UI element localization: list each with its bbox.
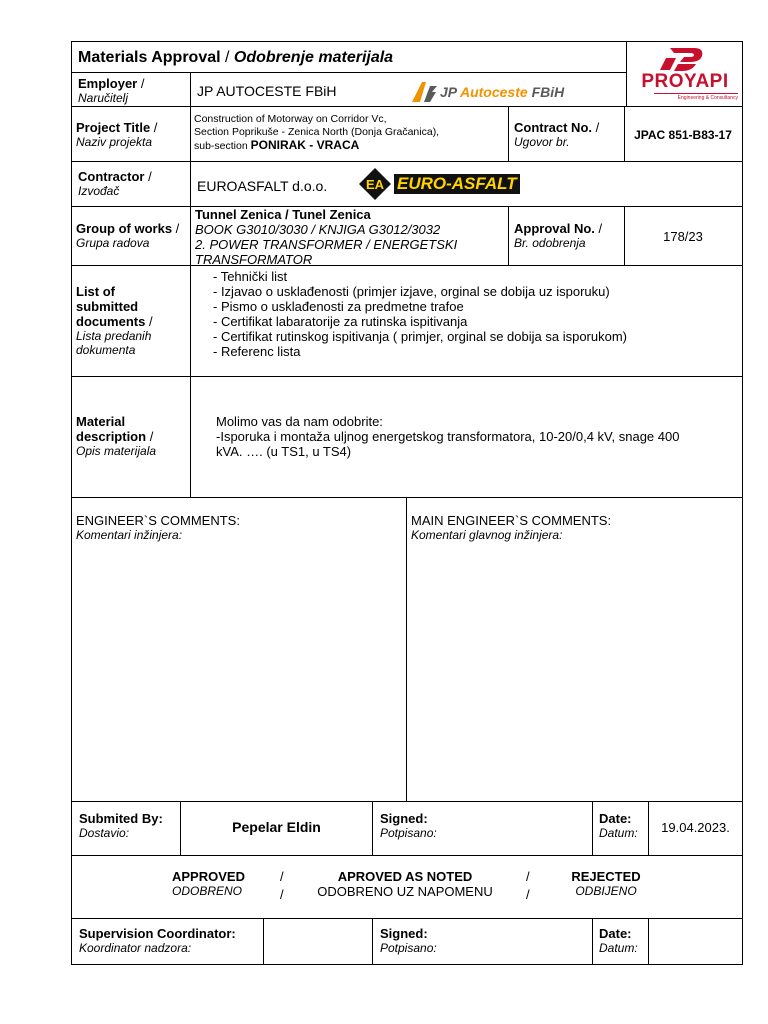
document-item: - Tehnički list	[213, 269, 288, 284]
proyapi-name: PROYAPI	[641, 71, 729, 92]
submitted-signed-en: Signed:	[380, 811, 428, 826]
documents-label-l1: List of	[76, 284, 115, 299]
approval-label	[514, 221, 602, 250]
status-approved-as-noted[interactable]	[305, 869, 505, 899]
group-value	[195, 207, 507, 267]
employer-label	[78, 76, 144, 105]
group-line-4: TRANSFORMATOR	[195, 252, 313, 267]
engineer-comments-area[interactable]	[72, 545, 406, 800]
autoceste-logo-text: JP Autoceste FBiH	[440, 84, 565, 100]
contract-label-local: Ugovor br.	[514, 135, 570, 149]
project-line-1: Construction of Motorway on Corridor Vc,	[194, 113, 387, 125]
submitted-date-en: Date:	[599, 811, 632, 826]
supervision-date-label	[599, 926, 638, 955]
status-slash-3: /	[526, 869, 530, 884]
document-item: - Pismo o usklađenosti za predmetne trafoe	[213, 299, 464, 314]
contract-value: JPAC 851-B83-17	[634, 128, 732, 142]
status-slash-1: /	[280, 869, 284, 884]
document-item: - Izjavao o usklađenosti (primjer izjave, orginal se dobija uz isporuku)	[213, 284, 610, 299]
project-line-3-prefix: sub-section	[194, 140, 251, 152]
documents-label	[76, 284, 153, 357]
supervision-name-field[interactable]	[264, 919, 372, 964]
contractor-label-en: Contractor	[78, 169, 145, 184]
submitted-label-local: Dostavio:	[79, 826, 130, 840]
supervision-date-field[interactable]	[649, 919, 742, 964]
status-approved[interactable]	[172, 869, 245, 898]
main-engineer-comments-local: Komentari glavnog inžinjera:	[411, 528, 563, 542]
contractor-value: EUROASFALT d.o.o.	[197, 178, 328, 194]
contract-label	[514, 120, 599, 149]
document-item: - Certifikat labaratorije za rutinska ispitivanja	[213, 314, 468, 329]
supervision-signed-local: Potpisano:	[380, 941, 437, 955]
group-label-local: Grupa radova	[76, 236, 150, 250]
project-label-sep: /	[150, 120, 158, 135]
supervision-signature-field[interactable]	[470, 919, 592, 964]
status-approved-local: ODOBRENO	[172, 884, 243, 898]
submitted-date-local: Datum:	[599, 826, 638, 840]
status-noted-local: ODOBRENO UZ NAPOMENU	[317, 884, 493, 899]
material-label-local: Opis materijala	[76, 444, 157, 458]
title-sep: /	[220, 49, 234, 66]
main-engineer-comments-title: MAIN ENGINEER`S COMMENTS:	[411, 513, 612, 528]
proyapi-logo	[632, 44, 738, 102]
status-rejected[interactable]	[566, 869, 646, 898]
submitted-signed-local: Potpisano:	[380, 826, 437, 840]
group-line-2: BOOK G3010/3030 / KNJIGA G3012/3032	[195, 222, 441, 237]
status-rejected-local: ODBIJENO	[575, 884, 637, 898]
group-label-en: Group of works	[76, 221, 173, 236]
proyapi-tagline: Engineering & Consultancy	[654, 93, 738, 101]
documents-label-l3: documents	[76, 314, 146, 329]
contract-label-en: Contract No.	[514, 120, 592, 135]
documents-label-l2: submitted	[76, 299, 139, 314]
main-engineer-comments-area[interactable]	[407, 545, 742, 800]
supervision-date-local: Datum:	[599, 941, 638, 955]
proyapi-mark-icon	[632, 44, 738, 74]
material-line-3: kVA. …. (u TS1, u TS4)	[216, 444, 352, 459]
employer-value: JP AUTOCESTE FBiH	[197, 83, 337, 99]
contract-label-sep: /	[592, 120, 600, 135]
project-value	[194, 113, 506, 153]
supervision-label-local: Koordinator nadzora:	[79, 941, 192, 955]
euroasfalt-logo-text: EURO-ASFALT	[394, 174, 520, 194]
group-line-1: Tunnel Zenica / Tunel Zenica	[195, 207, 371, 222]
engineer-comments-title: ENGINEER`S COMMENTS:	[76, 513, 240, 528]
project-label-en: Project Title	[76, 120, 151, 135]
status-slash-4: /	[526, 887, 530, 902]
status-approved-en: APPROVED	[172, 869, 245, 884]
project-line-2: Section Poprikuše - Zenica North (Donja Gračanica),	[194, 126, 440, 138]
material-label-l2: description	[76, 429, 147, 444]
supervision-signed-label	[380, 926, 437, 955]
employer-label-sep: /	[137, 76, 145, 91]
supervision-label-en: Supervision Coordinator:	[79, 926, 236, 941]
documents-list	[213, 269, 741, 359]
submitted-signed-label	[380, 811, 437, 840]
material-description	[216, 414, 736, 459]
submitted-date-label	[599, 811, 638, 840]
contractor-label-local: Izvođač	[78, 184, 120, 198]
euroasfalt-badge-icon	[358, 167, 392, 201]
engineer-comments-label	[76, 513, 240, 542]
supervision-label	[79, 926, 236, 955]
status-slash-2: /	[280, 887, 284, 902]
material-label-l1: Material	[76, 414, 126, 429]
project-label	[76, 120, 157, 149]
documents-label-local-l2: dokumenta	[76, 343, 136, 357]
submitter-name: Pepelar Eldin	[232, 819, 321, 835]
document-item: - Referenc lista	[213, 344, 301, 359]
project-label-local: Naziv projekta	[76, 135, 153, 149]
contractor-label-sep: /	[144, 169, 152, 184]
employer-label-local: Naručitelj	[78, 91, 129, 105]
group-label-sep: /	[172, 221, 180, 236]
group-label	[76, 221, 179, 250]
submitted-label	[79, 811, 163, 840]
material-label	[76, 414, 156, 458]
title-en: Materials Approval	[78, 49, 221, 66]
approval-label-sep: /	[594, 221, 603, 236]
material-line-1: Molimo vas da nam odobrite:	[216, 414, 383, 429]
title-local: Odobrenje materijala	[233, 49, 394, 66]
approval-label-en: Approval No.	[514, 221, 595, 236]
submitted-signature-field[interactable]	[470, 802, 592, 855]
project-line-3-bold: PONIRAK - VRACA	[250, 138, 360, 152]
approval-label-local: Br. odobrenja	[514, 236, 586, 250]
submitted-date-value: 19.04.2023.	[661, 820, 730, 835]
documents-label-local-l1: Lista predanih	[76, 329, 152, 343]
document-item: - Certifikat rutinskog ispitivanja ( primjer, orginal se dobija sa isporukom)	[213, 329, 627, 344]
status-rejected-en: REJECTED	[571, 869, 641, 884]
engineer-comments-local: Komentari inžinjera:	[76, 528, 183, 542]
submitted-label-en: Submited By:	[79, 811, 163, 826]
status-noted-en: APROVED AS NOTED	[337, 869, 473, 884]
approval-value: 178/23	[663, 229, 703, 244]
documents-label-sep: /	[145, 314, 153, 329]
euroasfalt-badge-text: EA	[365, 177, 385, 192]
autoceste-mark-icon	[410, 80, 438, 104]
form-title	[78, 48, 393, 67]
supervision-date-en: Date:	[599, 926, 632, 941]
employer-label-en: Employer	[78, 76, 138, 91]
group-line-3: 2. POWER TRANSFORMER / ENERGETSKI	[195, 237, 458, 252]
contractor-label	[78, 169, 152, 198]
material-label-sep: /	[146, 429, 154, 444]
supervision-signed-en: Signed:	[380, 926, 428, 941]
material-line-2: -Isporuka i montaža uljnog energetskog transformatora, 10-20/0,4 kV, snage 400	[216, 429, 680, 444]
main-engineer-comments-label	[411, 513, 611, 542]
